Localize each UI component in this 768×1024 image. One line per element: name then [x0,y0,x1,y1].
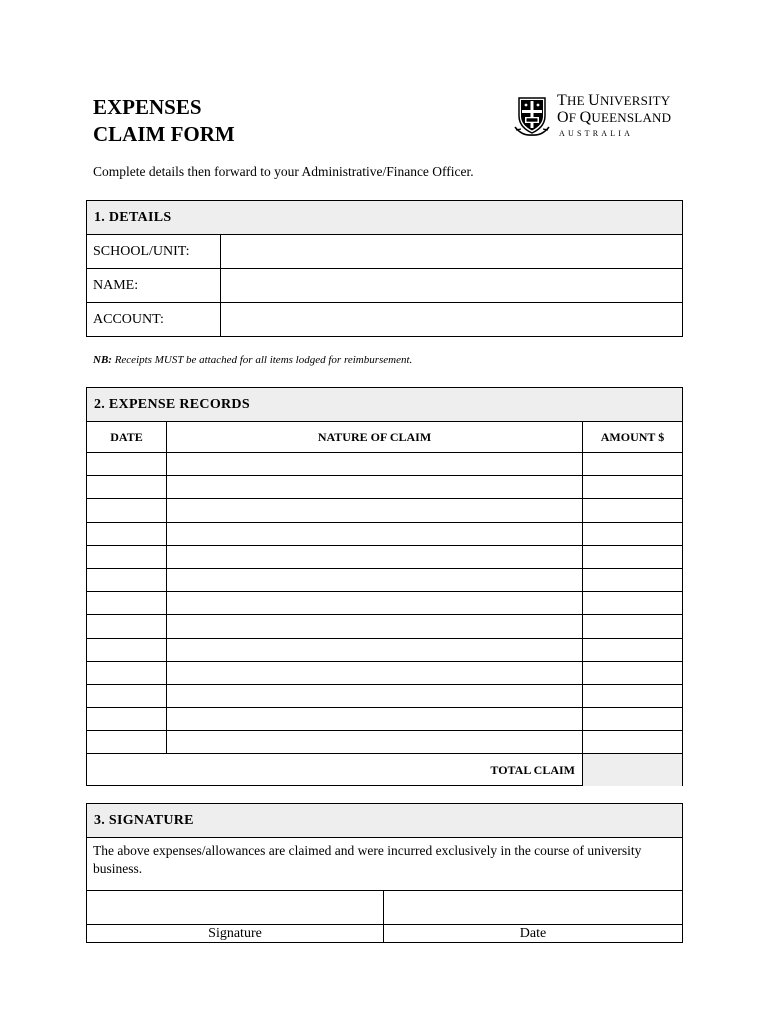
table-row [87,569,682,592]
nature-cell[interactable] [167,662,583,684]
date-cell[interactable] [87,685,167,707]
account-label: ACCOUNT: [87,303,221,336]
amount-cell[interactable] [583,708,682,730]
school-unit-row [87,235,682,269]
expense-records-section [86,387,683,786]
date-label: Date [519,925,547,941]
date-cell[interactable] [87,731,167,753]
date-cell[interactable] [87,546,167,568]
nature-cell[interactable] [167,615,583,637]
nature-cell[interactable] [167,731,583,753]
signature-field[interactable] [87,891,384,924]
amount-cell[interactable] [583,546,682,568]
date-cell[interactable] [87,523,167,545]
amount-cell[interactable] [583,685,682,707]
university-country: AUSTRALIA [559,129,634,138]
date-cell[interactable] [87,592,167,614]
signature-label-row [87,925,682,942]
table-row [87,662,682,685]
date-cell[interactable] [87,476,167,498]
column-header-nature: NATURE OF CLAIM [167,422,583,452]
date-cell[interactable] [87,639,167,661]
amount-cell[interactable] [583,499,682,521]
table-row [87,615,682,638]
amount-cell[interactable] [583,592,682,614]
amount-cell[interactable] [583,476,682,498]
signature-heading: 3. SIGNATURE [87,804,682,838]
expense-records-heading: 2. EXPENSE RECORDS [87,388,682,422]
uq-crest-icon [512,92,552,138]
amount-cell[interactable] [583,453,682,475]
date-field[interactable] [384,891,682,924]
expense-rows [87,453,682,754]
table-row [87,685,682,708]
account-row [87,303,682,336]
school-unit-field[interactable] [221,235,682,268]
table-row [87,639,682,662]
table-header-row [87,422,682,453]
school-unit-label: SCHOOL/UNIT: [87,235,221,268]
name-row [87,269,682,303]
amount-cell[interactable] [583,523,682,545]
total-row [87,754,682,786]
table-row [87,731,682,754]
date-cell[interactable] [87,615,167,637]
table-row [87,708,682,731]
amount-cell[interactable] [583,662,682,684]
date-cell[interactable] [87,453,167,475]
amount-cell[interactable] [583,569,682,591]
university-logo [512,92,682,142]
signature-field-row [87,891,682,925]
total-claim-label: TOTAL CLAIM [87,754,583,786]
amount-cell[interactable] [583,615,682,637]
receipts-note: NB: Receipts MUST be attached for all items lodged for reimbursement. [93,354,413,366]
table-row [87,499,682,522]
amount-cell[interactable] [583,639,682,661]
signature-label: Signature [87,925,384,942]
nature-cell[interactable] [167,523,583,545]
nature-cell[interactable] [167,592,583,614]
name-label: NAME: [87,269,221,302]
nature-cell[interactable] [167,639,583,661]
table-row [87,476,682,499]
date-cell[interactable] [87,569,167,591]
nature-cell[interactable] [167,685,583,707]
table-row [87,523,682,546]
column-header-date: DATE [87,422,167,452]
table-row [87,592,682,615]
form-instructions: Complete details then forward to your Administrative/Finance Officer. [93,164,474,179]
table-row [87,453,682,476]
signature-section [86,803,683,943]
total-claim-field[interactable] [583,754,682,786]
column-header-amount: AMOUNT $ [600,429,665,444]
details-heading: 1. DETAILS [87,201,682,235]
nature-cell[interactable] [167,546,583,568]
name-field[interactable] [221,269,682,302]
signature-statement: The above expenses/allowances are claimed and were incurred exclusively in the course of university business. [87,838,682,891]
nature-cell[interactable] [167,569,583,591]
date-cell[interactable] [87,499,167,521]
nature-cell[interactable] [167,453,583,475]
form-title-line1: EXPENSES [93,95,202,119]
amount-cell[interactable] [583,731,682,753]
details-section [86,200,683,337]
university-name: THE UNIVERSITY OF QUEENSLAND AUSTRALIA [557,92,672,138]
nature-cell[interactable] [167,499,583,521]
form-title [93,94,235,148]
date-cell[interactable] [87,662,167,684]
date-cell[interactable] [87,708,167,730]
nature-cell[interactable] [167,708,583,730]
form-title-line2: CLAIM FORM [93,122,235,146]
nature-cell[interactable] [167,476,583,498]
table-row [87,546,682,569]
account-field[interactable] [221,303,682,336]
